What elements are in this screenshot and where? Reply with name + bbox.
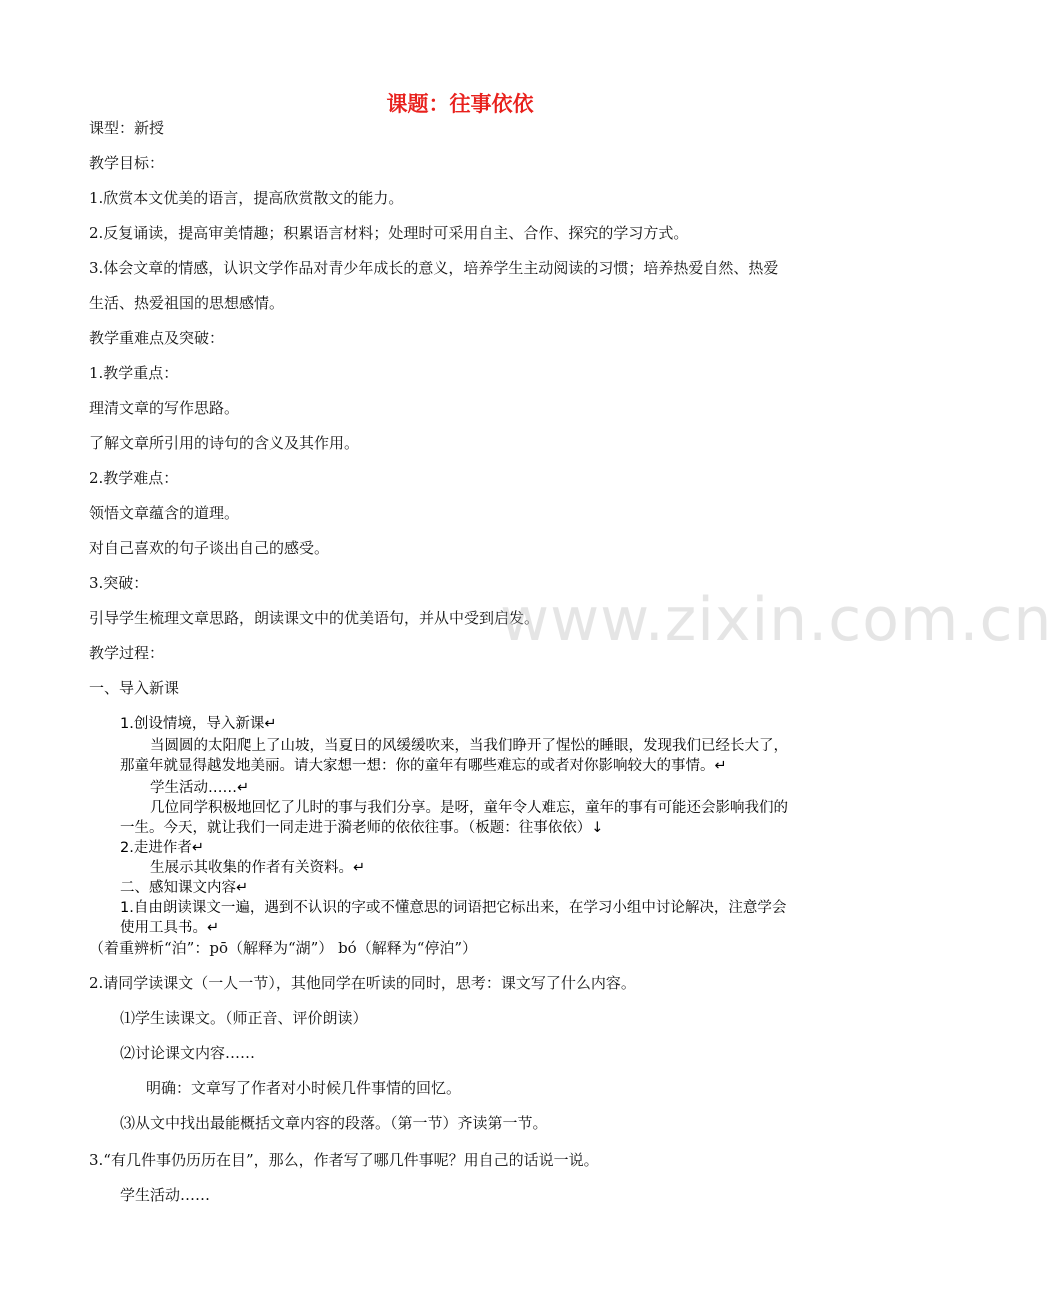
text-line: 教学重难点及突破：	[89, 329, 225, 347]
pasted-line: 2.走进作者↵	[120, 840, 204, 856]
text-line: （着重辨析“泊”：pō（解释为“湖”） bó（解释为“停泊”）	[89, 939, 478, 957]
text-line: 3.“有几件事仍历历在目”，那么，作者写了哪几件事呢？用自己的话说一说。	[89, 1151, 599, 1169]
text-line: 1.欣赏本文优美的语言，提高欣赏散文的能力。	[89, 189, 404, 207]
text-line: 明确：文章写了作者对小时候几件事情的回忆。	[146, 1079, 462, 1097]
pasted-text-block	[120, 700, 880, 936]
pasted-line: 一生。今天，就让我们一同走进于漪老师的依依往事。（板题：往事依依）↓	[120, 820, 604, 836]
pasted-line: 使用工具书。↵	[120, 920, 220, 936]
text-line: 3.体会文章的情感，认识文学作品对青少年成长的意义，培养学生主动阅读的习惯；培养热爱自然、热爱	[89, 259, 779, 277]
text-line: 2.教学难点：	[89, 469, 179, 487]
text-line: ⑶从文中找出最能概括文章内容的段落。（第一节）齐读第一节。	[120, 1114, 548, 1132]
text-line: 3.突破：	[89, 574, 149, 592]
text-line: 课型：新授	[89, 119, 165, 137]
text-line: 2.请同学读课文（一人一节），其他同学在听读的同时，思考：课文写了什么内容。	[89, 974, 636, 992]
pasted-line: 那童年就显得越发地美丽。请大家想一想：你的童年有哪些难忘的或者对你影响较大的事情。↵	[120, 758, 727, 774]
pasted-line: 1.自由朗读课文一遍，遇到不认识的字或不懂意思的词语把它标出来，在学习小组中讨论解决，注意学会	[120, 900, 787, 916]
page-title: 课题：往事依依	[386, 92, 534, 116]
text-line: 引导学生梳理文章思路，朗读课文中的优美语句，并从中受到启发。	[89, 609, 540, 627]
pasted-line: 二、感知课文内容↵	[120, 880, 249, 896]
pasted-line: 几位同学积极地回忆了儿时的事与我们分享。是呀，童年令人难忘，童年的事有可能还会影响我们的	[150, 800, 788, 816]
text-line: 学生活动……	[120, 1186, 211, 1204]
text-line: 了解文章所引用的诗句的含义及其作用。	[89, 434, 360, 452]
watermark: www.zixin.com.cn	[500, 585, 1052, 655]
pasted-line: 生展示其收集的作者有关资料。↵	[150, 860, 366, 876]
text-line: 生活、热爱祖国的思想感情。	[89, 294, 285, 312]
text-line: 1.教学重点：	[89, 364, 179, 382]
pasted-line: 学生活动……↵	[150, 780, 250, 796]
pasted-line: 当圆圆的太阳爬上了山坡，当夏日的风缓缓吹来，当我们睁开了惺忪的睡眼，发现我们已经长大了，	[150, 738, 788, 754]
text-line: ⑵讨论课文内容……	[120, 1044, 256, 1062]
text-line: ⑴学生读课文。（师正音、评价朗读）	[120, 1009, 368, 1027]
text-line: 理清文章的写作思路。	[89, 399, 240, 417]
text-line: 2.反复诵读，提高审美情趣；积累语言材料；处理时可采用自主、合作、探究的学习方式。	[89, 224, 689, 242]
text-line: 一、导入新课	[89, 679, 180, 697]
pasted-line: 1.创设情境，导入新课↵	[120, 716, 277, 732]
text-line: 对自己喜欢的句子谈出自己的感受。	[89, 539, 330, 557]
text-line: 教学目标：	[89, 154, 165, 172]
text-line: 领悟文章蕴含的道理。	[89, 504, 240, 522]
text-line: 教学过程：	[89, 644, 165, 662]
